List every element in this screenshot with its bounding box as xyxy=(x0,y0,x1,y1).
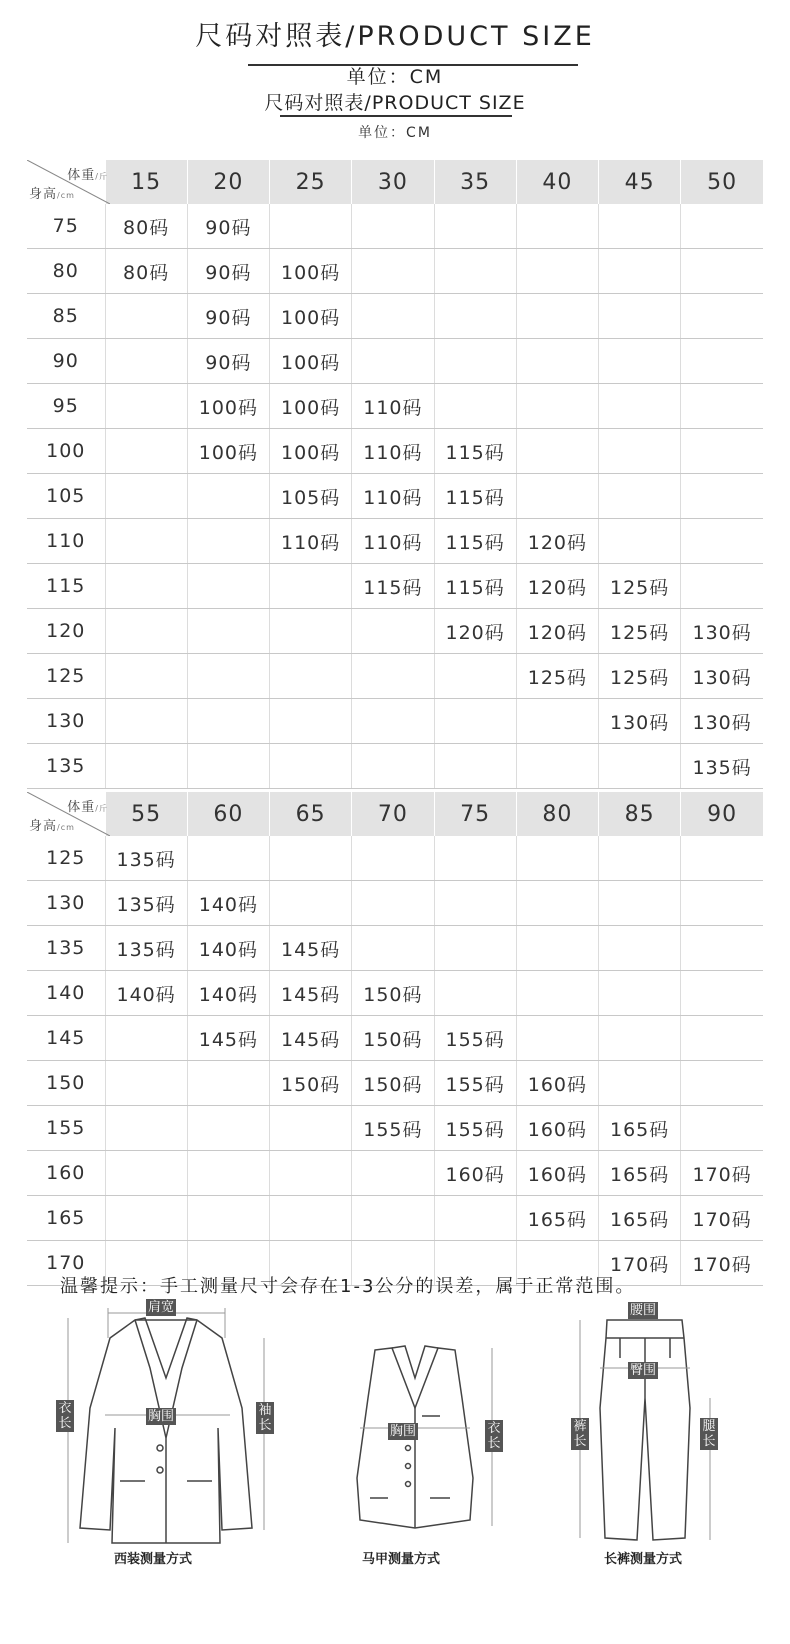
size-cell xyxy=(105,384,187,429)
size-cell xyxy=(270,699,352,744)
size-cell xyxy=(187,699,269,744)
height-cell: 135 xyxy=(27,926,105,971)
size-cell: 135码 xyxy=(105,836,187,881)
size-cell xyxy=(599,971,681,1016)
size-cell: 110码 xyxy=(352,384,434,429)
size-cell xyxy=(516,249,598,294)
size-cell xyxy=(516,836,598,881)
table-row xyxy=(27,429,763,474)
size-cell: 155码 xyxy=(434,1106,516,1151)
size-cell xyxy=(105,1196,187,1241)
size-cell xyxy=(105,1061,187,1106)
size-cell xyxy=(681,294,763,339)
size-cell: 100码 xyxy=(270,294,352,339)
height-cell: 120 xyxy=(27,609,105,654)
size-cell xyxy=(187,1061,269,1106)
size-cell xyxy=(516,744,598,789)
table-row xyxy=(27,1151,763,1196)
size-cell: 120码 xyxy=(516,564,598,609)
size-cell xyxy=(187,744,269,789)
chest-label: 胸围 xyxy=(148,1409,175,1424)
height-cell: 115 xyxy=(27,564,105,609)
size-cell: 105码 xyxy=(270,474,352,519)
size-cell: 125码 xyxy=(599,609,681,654)
size-cell: 100码 xyxy=(270,384,352,429)
size-cell: 145码 xyxy=(270,971,352,1016)
vest-caption: 马甲测量方式 xyxy=(362,1552,441,1567)
weight-header: 20 xyxy=(187,160,269,204)
size-cell: 115码 xyxy=(352,564,434,609)
size-cell xyxy=(434,1196,516,1241)
table-row xyxy=(27,881,763,926)
size-cell xyxy=(599,429,681,474)
size-cell: 125码 xyxy=(599,654,681,699)
weight-axis-label: 体重/斤 xyxy=(67,800,108,815)
size-cell xyxy=(434,339,516,384)
size-cell xyxy=(187,474,269,519)
size-cell: 100码 xyxy=(187,429,269,474)
size-cell xyxy=(599,249,681,294)
height-cell: 125 xyxy=(27,836,105,881)
weight-header: 65 xyxy=(270,792,352,836)
size-cell xyxy=(681,1061,763,1106)
size-cell xyxy=(105,1016,187,1061)
size-cell xyxy=(681,249,763,294)
size-cell: 110码 xyxy=(270,519,352,564)
size-cell xyxy=(270,1106,352,1151)
size-cell xyxy=(516,339,598,384)
size-cell: 160码 xyxy=(434,1151,516,1196)
size-cell xyxy=(599,474,681,519)
height-axis-label: 身高/cm xyxy=(29,187,75,202)
size-cell: 140码 xyxy=(187,971,269,1016)
size-cell xyxy=(434,249,516,294)
size-cell xyxy=(352,339,434,384)
size-cell: 115码 xyxy=(434,474,516,519)
size-cell xyxy=(599,1016,681,1061)
table-row xyxy=(27,474,763,519)
pants-caption: 长裤测量方式 xyxy=(604,1552,683,1567)
size-cell xyxy=(516,384,598,429)
size-cell xyxy=(434,384,516,429)
size-cell: 110码 xyxy=(352,474,434,519)
size-cell xyxy=(516,429,598,474)
size-cell xyxy=(187,1196,269,1241)
measurement-tip: 温馨提示：手工测量尺寸会存在1-3公分的误差，属于正常范围。 xyxy=(60,1276,636,1297)
height-cell: 165 xyxy=(27,1196,105,1241)
table-row xyxy=(27,249,763,294)
size-cell xyxy=(681,339,763,384)
size-cell xyxy=(352,249,434,294)
size-cell xyxy=(352,836,434,881)
weight-header: 75 xyxy=(434,792,516,836)
size-cell xyxy=(270,654,352,699)
size-cell xyxy=(352,1151,434,1196)
height-cell: 130 xyxy=(27,881,105,926)
height-cell: 85 xyxy=(27,294,105,339)
size-cell xyxy=(187,836,269,881)
size-cell: 80码 xyxy=(105,204,187,249)
size-cell: 145码 xyxy=(270,926,352,971)
size-cell: 170码 xyxy=(599,1241,681,1286)
size-cell xyxy=(434,294,516,339)
size-cell xyxy=(599,926,681,971)
unit-label-small: 单位：CM xyxy=(358,125,432,141)
size-cell: 90码 xyxy=(187,294,269,339)
size-cell xyxy=(599,881,681,926)
size-cell xyxy=(270,744,352,789)
size-cell: 100码 xyxy=(187,384,269,429)
size-cell: 135码 xyxy=(105,926,187,971)
size-table-1 xyxy=(27,160,763,789)
height-cell: 100 xyxy=(27,429,105,474)
height-cell: 80 xyxy=(27,249,105,294)
size-cell: 135码 xyxy=(681,744,763,789)
size-cell: 165码 xyxy=(599,1196,681,1241)
size-cell xyxy=(599,384,681,429)
size-cell xyxy=(681,384,763,429)
weight-header: 35 xyxy=(434,160,516,204)
length-label: 衣长 xyxy=(56,1400,74,1432)
size-cell xyxy=(516,204,598,249)
weight-header: 45 xyxy=(599,160,681,204)
size-cell: 165码 xyxy=(599,1106,681,1151)
table-row xyxy=(27,926,763,971)
size-cell: 100码 xyxy=(270,249,352,294)
size-cell xyxy=(187,564,269,609)
size-cell xyxy=(599,294,681,339)
size-cell: 115码 xyxy=(434,519,516,564)
size-cell: 100码 xyxy=(270,339,352,384)
size-cell xyxy=(681,564,763,609)
size-cell xyxy=(681,836,763,881)
table-row xyxy=(27,339,763,384)
size-cell xyxy=(352,294,434,339)
weight-header: 40 xyxy=(516,160,598,204)
size-cell xyxy=(352,204,434,249)
size-cell: 90码 xyxy=(187,339,269,384)
height-cell: 130 xyxy=(27,699,105,744)
table-row xyxy=(27,654,763,699)
size-cell xyxy=(105,609,187,654)
size-cell: 135码 xyxy=(105,881,187,926)
size-cell xyxy=(105,429,187,474)
height-cell: 140 xyxy=(27,971,105,1016)
size-cell xyxy=(105,1106,187,1151)
height-cell: 105 xyxy=(27,474,105,519)
height-cell: 150 xyxy=(27,1061,105,1106)
table-row xyxy=(27,971,763,1016)
height-cell: 145 xyxy=(27,1016,105,1061)
size-cell xyxy=(270,609,352,654)
size-cell xyxy=(352,699,434,744)
size-cell: 120码 xyxy=(516,609,598,654)
size-cell xyxy=(105,474,187,519)
table-row xyxy=(27,1196,763,1241)
subtitle-underline xyxy=(280,115,512,117)
table-row xyxy=(27,204,763,249)
size-cell: 125码 xyxy=(516,654,598,699)
size-cell: 130码 xyxy=(681,609,763,654)
unit-label: 单位：CM xyxy=(346,66,444,88)
size-cell xyxy=(681,474,763,519)
size-cell xyxy=(105,699,187,744)
weight-header: 70 xyxy=(352,792,434,836)
size-cell xyxy=(105,744,187,789)
table-row xyxy=(27,744,763,789)
height-cell: 90 xyxy=(27,339,105,384)
chest-label: 胸围 xyxy=(390,1424,417,1439)
height-cell: 135 xyxy=(27,744,105,789)
length-label: 衣长 xyxy=(485,1420,503,1452)
pants-length-label: 裤长 xyxy=(571,1418,589,1450)
size-cell: 155码 xyxy=(352,1106,434,1151)
height-axis-label: 身高/cm xyxy=(29,819,75,834)
size-cell xyxy=(681,429,763,474)
table-corner-header xyxy=(27,792,108,836)
size-cell xyxy=(516,1016,598,1061)
size-cell xyxy=(434,699,516,744)
size-cell xyxy=(681,926,763,971)
size-cell: 125码 xyxy=(599,564,681,609)
size-cell xyxy=(516,294,598,339)
size-cell xyxy=(434,204,516,249)
weight-header-row xyxy=(27,792,763,836)
size-cell xyxy=(681,1106,763,1151)
size-cell xyxy=(352,609,434,654)
table-row xyxy=(27,384,763,429)
size-cell xyxy=(599,204,681,249)
size-cell xyxy=(270,564,352,609)
size-cell: 90码 xyxy=(187,249,269,294)
size-cell: 130码 xyxy=(681,699,763,744)
size-cell xyxy=(352,654,434,699)
height-cell: 170 xyxy=(27,1241,105,1286)
size-cell: 110码 xyxy=(352,429,434,474)
size-cell xyxy=(516,699,598,744)
height-cell: 75 xyxy=(27,204,105,249)
size-cell xyxy=(105,654,187,699)
shoulder-width-label: 肩宽 xyxy=(148,1300,175,1315)
size-cell: 130码 xyxy=(599,699,681,744)
height-cell: 125 xyxy=(27,654,105,699)
size-cell xyxy=(434,836,516,881)
size-cell xyxy=(516,474,598,519)
size-cell xyxy=(187,1106,269,1151)
size-cell xyxy=(270,1151,352,1196)
weight-header: 55 xyxy=(105,792,187,836)
size-cell: 100码 xyxy=(270,429,352,474)
waist-label: 腰围 xyxy=(630,1303,657,1318)
weight-header: 90 xyxy=(681,792,763,836)
table-row xyxy=(27,836,763,881)
size-cell xyxy=(187,654,269,699)
size-cell: 80码 xyxy=(105,249,187,294)
size-cell: 170码 xyxy=(681,1151,763,1196)
size-cell xyxy=(105,339,187,384)
size-cell xyxy=(516,926,598,971)
size-cell xyxy=(270,881,352,926)
size-cell xyxy=(187,519,269,564)
weight-header: 85 xyxy=(599,792,681,836)
weight-header: 50 xyxy=(681,160,763,204)
size-cell: 150码 xyxy=(270,1061,352,1106)
size-cell: 155码 xyxy=(434,1061,516,1106)
table-row xyxy=(27,1106,763,1151)
size-cell xyxy=(681,881,763,926)
height-cell: 155 xyxy=(27,1106,105,1151)
table-row xyxy=(27,519,763,564)
size-cell xyxy=(352,744,434,789)
size-cell xyxy=(352,926,434,971)
size-cell: 170码 xyxy=(681,1196,763,1241)
size-cell xyxy=(681,204,763,249)
sleeve-length-label: 袖长 xyxy=(256,1402,274,1434)
hip-label: 臀围 xyxy=(630,1363,657,1378)
page-title: 尺码对照表/PRODUCT SIZE xyxy=(0,14,790,53)
size-cell xyxy=(105,294,187,339)
size-cell xyxy=(434,881,516,926)
size-cell xyxy=(681,971,763,1016)
size-cell: 145码 xyxy=(270,1016,352,1061)
size-cell xyxy=(187,609,269,654)
size-cell: 170码 xyxy=(681,1241,763,1286)
height-cell: 110 xyxy=(27,519,105,564)
size-cell: 120码 xyxy=(516,519,598,564)
size-cell xyxy=(434,926,516,971)
size-cell: 130码 xyxy=(681,654,763,699)
size-cell: 120码 xyxy=(434,609,516,654)
size-cell xyxy=(434,971,516,1016)
size-cell: 90码 xyxy=(187,204,269,249)
size-cell xyxy=(105,1151,187,1196)
size-cell xyxy=(599,836,681,881)
size-cell xyxy=(681,519,763,564)
height-cell: 160 xyxy=(27,1151,105,1196)
size-cell xyxy=(434,744,516,789)
size-cell xyxy=(270,836,352,881)
size-cell: 115码 xyxy=(434,564,516,609)
size-cell: 150码 xyxy=(352,1016,434,1061)
size-cell: 150码 xyxy=(352,971,434,1016)
size-cell: 160码 xyxy=(516,1061,598,1106)
table-row xyxy=(27,294,763,339)
page-subtitle: 尺码对照表/PRODUCT SIZE xyxy=(0,88,790,115)
size-cell xyxy=(516,971,598,1016)
size-cell xyxy=(599,339,681,384)
size-cell xyxy=(270,204,352,249)
size-cell: 140码 xyxy=(187,926,269,971)
size-cell xyxy=(105,564,187,609)
table-row xyxy=(27,699,763,744)
size-cell: 115码 xyxy=(434,429,516,474)
weight-header: 80 xyxy=(516,792,598,836)
table-row xyxy=(27,609,763,654)
weight-axis-label: 体重/斤 xyxy=(67,168,108,183)
suit-caption: 西装测量方式 xyxy=(114,1552,193,1567)
weight-header: 25 xyxy=(270,160,352,204)
weight-header: 60 xyxy=(187,792,269,836)
table-row xyxy=(27,564,763,609)
size-cell: 160码 xyxy=(516,1106,598,1151)
size-cell xyxy=(599,744,681,789)
size-cell: 165码 xyxy=(516,1196,598,1241)
size-cell: 110码 xyxy=(352,519,434,564)
height-cell: 95 xyxy=(27,384,105,429)
size-cell: 145码 xyxy=(187,1016,269,1061)
table-row xyxy=(27,1016,763,1061)
size-cell xyxy=(352,881,434,926)
size-cell: 140码 xyxy=(187,881,269,926)
vest-outline-icon xyxy=(330,1298,510,1548)
size-cell xyxy=(681,1016,763,1061)
size-cell xyxy=(434,654,516,699)
size-cell: 140码 xyxy=(105,971,187,1016)
size-cell xyxy=(187,1151,269,1196)
size-cell xyxy=(352,1196,434,1241)
size-cell xyxy=(516,881,598,926)
size-cell xyxy=(270,1196,352,1241)
size-table-2 xyxy=(27,792,763,1286)
size-cell xyxy=(599,519,681,564)
weight-header-row xyxy=(27,160,763,204)
size-cell: 155码 xyxy=(434,1016,516,1061)
size-cell xyxy=(599,1061,681,1106)
size-cell: 160码 xyxy=(516,1151,598,1196)
weight-header: 30 xyxy=(352,160,434,204)
size-cell: 150码 xyxy=(352,1061,434,1106)
table-row xyxy=(27,1061,763,1106)
size-cell: 165码 xyxy=(599,1151,681,1196)
weight-header: 15 xyxy=(105,160,187,204)
table-corner-header xyxy=(27,160,108,204)
size-cell xyxy=(105,519,187,564)
leg-length-label: 腿长 xyxy=(700,1418,718,1450)
